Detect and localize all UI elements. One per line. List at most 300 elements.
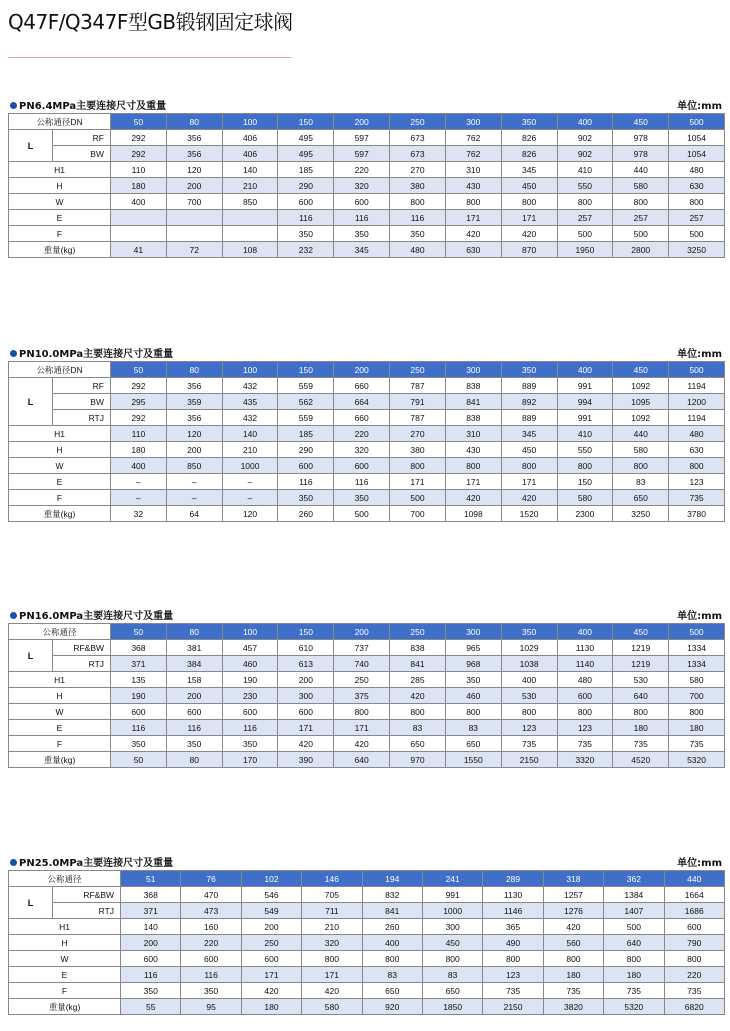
dn-column-header: 200: [334, 624, 390, 640]
table-cell: 600: [241, 951, 301, 967]
table-row: [9, 410, 725, 426]
row-label: F: [9, 736, 111, 752]
row-label: W: [9, 194, 111, 210]
table-cell: [111, 210, 167, 226]
table-cell: 735: [669, 736, 725, 752]
table-cell: 356: [166, 146, 222, 162]
table-cell: 787: [390, 410, 446, 426]
table-cell: 800: [390, 704, 446, 720]
table-cell: 190: [222, 672, 278, 688]
table-cell: 500: [334, 506, 390, 522]
dn-column-header: 80: [166, 114, 222, 130]
table-cell: 400: [111, 194, 167, 210]
length-group-label: L: [9, 640, 53, 672]
table-cell: 1000: [222, 458, 278, 474]
table-cell: 500: [604, 919, 664, 935]
row-label: F: [9, 490, 111, 506]
table-cell: 292: [111, 410, 167, 426]
table-cell: 1098: [445, 506, 501, 522]
dn-column-header: 150: [278, 362, 334, 378]
row-label: H: [9, 442, 111, 458]
table-cell: 116: [111, 720, 167, 736]
table-cell: 350: [390, 226, 446, 242]
row-label: W: [9, 704, 111, 720]
table-cell: 371: [121, 903, 181, 919]
table-cell: 495: [278, 146, 334, 162]
row-label: E: [9, 967, 121, 983]
table-cell: 83: [422, 967, 482, 983]
header-row: [9, 871, 725, 887]
table-cell: 368: [121, 887, 181, 903]
unit-label: 单位:mm: [677, 349, 722, 360]
table-cell: 420: [334, 736, 390, 752]
table-cell: 965: [445, 640, 501, 656]
table-cell: 200: [241, 919, 301, 935]
table-cell: 83: [445, 720, 501, 736]
table-cell: 171: [445, 210, 501, 226]
table-cell: 1000: [422, 903, 482, 919]
table-cell: 300: [422, 919, 482, 935]
table-cell: 1520: [501, 506, 557, 522]
table-cell: 480: [669, 426, 725, 442]
table-cell: –: [222, 490, 278, 506]
table-cell: 257: [613, 210, 669, 226]
table-cell: 787: [390, 378, 446, 394]
pn100-section: [8, 345, 724, 522]
table-cell: 737: [334, 640, 390, 656]
table-cell: 826: [501, 130, 557, 146]
table-cell: 1140: [557, 656, 613, 672]
table-cell: 550: [557, 178, 613, 194]
table-cell: 108: [222, 242, 278, 258]
table-cell: 32: [111, 506, 167, 522]
table-cell: 83: [613, 474, 669, 490]
table-cell: 1130: [557, 640, 613, 656]
row-label: RF: [53, 378, 111, 394]
dn-column-header: 318: [543, 871, 603, 887]
dn-column-header: 500: [669, 624, 725, 640]
dn-column-header: 300: [445, 624, 501, 640]
bullet-icon: [10, 859, 17, 866]
table-cell: 630: [669, 442, 725, 458]
table-cell: 3820: [543, 999, 603, 1015]
dimension-table: [8, 870, 725, 1015]
table-cell: 420: [543, 919, 603, 935]
header-row: [9, 362, 725, 378]
dn-column-header: 80: [166, 362, 222, 378]
table-cell: 841: [445, 394, 501, 410]
table-cell: 300: [278, 688, 334, 704]
dn-column-header: 200: [334, 362, 390, 378]
table-cell: –: [166, 474, 222, 490]
table-cell: 171: [241, 967, 301, 983]
dn-column-header: 150: [278, 114, 334, 130]
page-title: Q47F/Q347F型GB锻钢固定球阀: [8, 10, 293, 34]
table-cell: 5320: [669, 752, 725, 768]
table-cell: 3320: [557, 752, 613, 768]
nominal-diameter-label: 公称通径DN: [9, 362, 111, 378]
table-cell: 838: [390, 640, 446, 656]
table-cell: 250: [334, 672, 390, 688]
row-label: H1: [9, 426, 111, 442]
table-cell: 320: [334, 178, 390, 194]
dn-column-header: 194: [362, 871, 422, 887]
table-cell: 123: [501, 720, 557, 736]
section-header: [8, 854, 724, 870]
table-cell: 420: [278, 736, 334, 752]
table-cell: 123: [557, 720, 613, 736]
dn-column-header: 250: [390, 362, 446, 378]
table-cell: 490: [483, 935, 543, 951]
dn-column-header: 51: [121, 871, 181, 887]
table-cell: 705: [302, 887, 362, 903]
section-title: [10, 607, 173, 622]
dn-column-header: 100: [222, 624, 278, 640]
table-cell: 260: [278, 506, 334, 522]
table-cell: 368: [111, 640, 167, 656]
table-cell: 650: [445, 736, 501, 752]
table-cell: 800: [390, 194, 446, 210]
table-cell: 290: [278, 442, 334, 458]
table-cell: 1550: [445, 752, 501, 768]
table-row: [9, 162, 725, 178]
row-label: BW: [53, 146, 111, 162]
row-label: 重量(kg): [9, 242, 111, 258]
table-cell: 356: [166, 378, 222, 394]
table-cell: 295: [111, 394, 167, 410]
table-cell: 1130: [483, 887, 543, 903]
table-cell: 171: [334, 720, 390, 736]
table-cell: 320: [334, 442, 390, 458]
table-cell: 600: [334, 458, 390, 474]
table-cell: 640: [613, 688, 669, 704]
table-cell: 580: [613, 178, 669, 194]
dn-column-header: 250: [390, 624, 446, 640]
table-cell: 359: [166, 394, 222, 410]
table-cell: 838: [445, 378, 501, 394]
dn-column-header: 350: [501, 114, 557, 130]
table-cell: 559: [278, 378, 334, 394]
table-cell: 902: [557, 130, 613, 146]
table-cell: 613: [278, 656, 334, 672]
section-title-text: PN16.0MPa主要连接尺寸及重量: [19, 611, 174, 622]
table-cell: 430: [445, 178, 501, 194]
table-cell: 480: [390, 242, 446, 258]
row-label: RTJ: [53, 903, 121, 919]
table-cell: 600: [111, 704, 167, 720]
length-group-label: L: [9, 130, 53, 162]
table-cell: 740: [334, 656, 390, 672]
row-label: W: [9, 458, 111, 474]
table-cell: 140: [121, 919, 181, 935]
table-cell: 432: [222, 378, 278, 394]
table-cell: 500: [390, 490, 446, 506]
table-cell: 640: [604, 935, 664, 951]
row-label: F: [9, 226, 111, 242]
length-group-label: L: [9, 378, 53, 426]
dn-column-header: 50: [111, 114, 167, 130]
table-cell: 420: [445, 226, 501, 242]
table-cell: 270: [390, 426, 446, 442]
table-row: [9, 903, 725, 919]
table-cell: 116: [390, 210, 446, 226]
table-cell: 120: [166, 162, 222, 178]
table-cell: 600: [278, 194, 334, 210]
table-cell: 610: [278, 640, 334, 656]
table-cell: 250: [241, 935, 301, 951]
table-cell: 365: [483, 919, 543, 935]
dn-column-header: 440: [664, 871, 724, 887]
table-row: [9, 394, 725, 410]
dn-column-header: 350: [501, 362, 557, 378]
row-label: RF&BW: [53, 887, 121, 903]
row-label: 重量(kg): [9, 999, 121, 1015]
row-label: H: [9, 178, 111, 194]
table-cell: 390: [278, 752, 334, 768]
table-row: [9, 704, 725, 720]
table-cell: 800: [501, 458, 557, 474]
dn-column-header: 400: [557, 362, 613, 378]
table-cell: 190: [111, 688, 167, 704]
table-cell: 870: [501, 242, 557, 258]
row-label: RF: [53, 130, 111, 146]
length-group-label: L: [9, 887, 53, 919]
table-cell: 420: [390, 688, 446, 704]
pn250-section: [8, 854, 724, 1015]
table-cell: 1054: [669, 130, 725, 146]
table-row: [9, 919, 725, 935]
table-cell: 200: [121, 935, 181, 951]
table-cell: 55: [121, 999, 181, 1015]
table-cell: 400: [111, 458, 167, 474]
table-cell: 350: [334, 226, 390, 242]
table-cell: 123: [483, 967, 543, 983]
table-cell: 200: [166, 178, 222, 194]
table-cell: 116: [334, 210, 390, 226]
dn-column-header: 100: [222, 114, 278, 130]
table-cell: 790: [664, 935, 724, 951]
table-cell: 500: [557, 226, 613, 242]
dn-column-header: 76: [181, 871, 241, 887]
table-cell: 600: [181, 951, 241, 967]
table-cell: 991: [422, 887, 482, 903]
table-cell: 310: [445, 162, 501, 178]
table-cell: 650: [362, 983, 422, 999]
table-cell: 6820: [664, 999, 724, 1015]
dn-column-header: 450: [613, 624, 669, 640]
table-cell: 630: [445, 242, 501, 258]
table-cell: 1054: [669, 146, 725, 162]
table-cell: 1038: [501, 656, 557, 672]
table-cell: 1950: [557, 242, 613, 258]
table-cell: 310: [445, 426, 501, 442]
table-row: [9, 640, 725, 656]
table-cell: 838: [445, 410, 501, 426]
table-cell: 220: [664, 967, 724, 983]
table-cell: 1092: [613, 410, 669, 426]
row-label: 重量(kg): [9, 506, 111, 522]
table-cell: 826: [501, 146, 557, 162]
table-cell: –: [111, 474, 167, 490]
table-cell: 580: [302, 999, 362, 1015]
table-cell: 473: [181, 903, 241, 919]
section-title: [10, 854, 173, 869]
table-cell: 116: [334, 474, 390, 490]
table-row: [9, 458, 725, 474]
table-cell: 735: [557, 736, 613, 752]
table-cell: 375: [334, 688, 390, 704]
table-cell: 550: [557, 442, 613, 458]
table-cell: 735: [664, 983, 724, 999]
table-cell: 350: [278, 490, 334, 506]
table-cell: 371: [111, 656, 167, 672]
row-label: F: [9, 983, 121, 999]
row-label: RTJ: [53, 410, 111, 426]
table-cell: 1384: [604, 887, 664, 903]
table-cell: 5320: [604, 999, 664, 1015]
table-cell: 420: [241, 983, 301, 999]
table-cell: 116: [181, 967, 241, 983]
table-row: [9, 178, 725, 194]
table-cell: 580: [557, 490, 613, 506]
table-cell: 530: [501, 688, 557, 704]
table-cell: 978: [613, 146, 669, 162]
table-cell: 597: [334, 146, 390, 162]
table-cell: 800: [613, 194, 669, 210]
table-cell: 350: [111, 736, 167, 752]
table-cell: 1095: [613, 394, 669, 410]
table-cell: 171: [278, 720, 334, 736]
dimension-table: [8, 623, 725, 768]
table-cell: 650: [390, 736, 446, 752]
table-cell: 158: [166, 672, 222, 688]
table-cell: 2150: [501, 752, 557, 768]
table-cell: 800: [422, 951, 482, 967]
table-cell: 892: [501, 394, 557, 410]
table-cell: 800: [543, 951, 603, 967]
table-cell: 380: [390, 442, 446, 458]
table-cell: 116: [278, 210, 334, 226]
table-cell: 800: [604, 951, 664, 967]
table-cell: 170: [222, 752, 278, 768]
table-cell: 640: [334, 752, 390, 768]
table-cell: 1276: [543, 903, 603, 919]
table-cell: 116: [121, 967, 181, 983]
table-cell: 110: [111, 162, 167, 178]
table-cell: 356: [166, 410, 222, 426]
section-header: [8, 607, 724, 623]
table-cell: 200: [278, 672, 334, 688]
table-cell: 660: [334, 378, 390, 394]
table-cell: 83: [362, 967, 422, 983]
table-cell: 889: [501, 410, 557, 426]
table-cell: 260: [362, 919, 422, 935]
table-cell: 171: [302, 967, 362, 983]
section-title-text: PN6.4MPa主要连接尺寸及重量: [19, 101, 167, 112]
dn-column-header: 146: [302, 871, 362, 887]
dn-column-header: 450: [613, 114, 669, 130]
table-cell: 800: [664, 951, 724, 967]
table-cell: 711: [302, 903, 362, 919]
table-cell: 735: [483, 983, 543, 999]
table-cell: 920: [362, 999, 422, 1015]
table-cell: 889: [501, 378, 557, 394]
table-cell: 350: [166, 736, 222, 752]
table-cell: 3250: [613, 506, 669, 522]
row-label: H1: [9, 919, 121, 935]
table-row: [9, 226, 725, 242]
table-cell: 735: [543, 983, 603, 999]
table-cell: 650: [613, 490, 669, 506]
table-cell: 410: [557, 426, 613, 442]
dn-column-header: 350: [501, 624, 557, 640]
table-cell: 800: [501, 194, 557, 210]
table-cell: 1092: [613, 378, 669, 394]
unit-label: 单位:mm: [677, 101, 722, 112]
table-cell: 700: [390, 506, 446, 522]
row-label: H: [9, 688, 111, 704]
table-row: [9, 999, 725, 1015]
pn160-section: [8, 607, 724, 768]
table-cell: 970: [390, 752, 446, 768]
table-cell: 800: [501, 704, 557, 720]
table-row: [9, 752, 725, 768]
table-cell: 180: [613, 720, 669, 736]
table-cell: 116: [166, 720, 222, 736]
header-row: [9, 114, 725, 130]
table-cell: 530: [613, 672, 669, 688]
table-cell: 80: [166, 752, 222, 768]
table-cell: 41: [111, 242, 167, 258]
table-cell: 450: [501, 178, 557, 194]
table-cell: –: [111, 490, 167, 506]
table-cell: 420: [501, 490, 557, 506]
table-cell: 400: [362, 935, 422, 951]
table-cell: 580: [613, 442, 669, 458]
table-row: [9, 130, 725, 146]
table-cell: 735: [613, 736, 669, 752]
table-cell: 762: [445, 130, 501, 146]
table-row: [9, 426, 725, 442]
table-cell: 384: [166, 656, 222, 672]
table-cell: 460: [222, 656, 278, 672]
table-cell: 160: [181, 919, 241, 935]
table-row: [9, 736, 725, 752]
dn-column-header: 500: [669, 362, 725, 378]
table-cell: 480: [669, 162, 725, 178]
table-cell: 800: [334, 704, 390, 720]
table-cell: 440: [613, 426, 669, 442]
table-cell: 673: [390, 146, 446, 162]
row-label: H1: [9, 162, 111, 178]
row-label: RF&BW: [53, 640, 111, 656]
table-cell: 470: [181, 887, 241, 903]
table-cell: 135: [111, 672, 167, 688]
table-row: [9, 688, 725, 704]
table-cell: 1146: [483, 903, 543, 919]
bullet-icon: [10, 102, 17, 109]
table-cell: 673: [390, 130, 446, 146]
table-row: [9, 490, 725, 506]
table-cell: 185: [278, 426, 334, 442]
table-cell: 220: [334, 426, 390, 442]
table-cell: 994: [557, 394, 613, 410]
dn-column-header: 100: [222, 362, 278, 378]
dn-column-header: 150: [278, 624, 334, 640]
table-cell: 1194: [669, 378, 725, 394]
dn-column-header: 80: [166, 624, 222, 640]
table-row: [9, 442, 725, 458]
